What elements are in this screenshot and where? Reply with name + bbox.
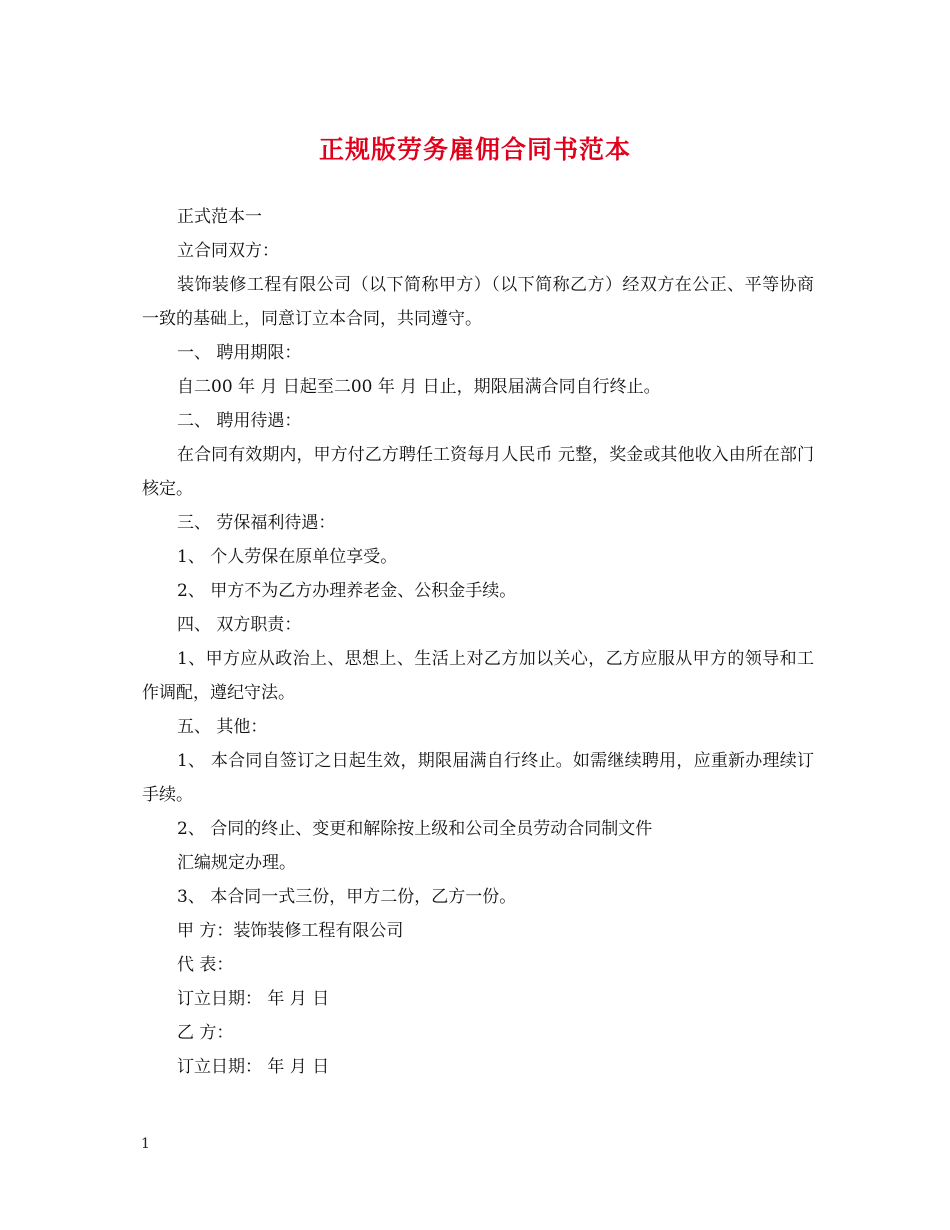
- paragraph-other-3: 3、 本合同一式三份，甲方二份，乙方一份。: [177, 887, 517, 907]
- document-title: 正规版劳务雇佣合同书范本: [318, 135, 631, 164]
- paragraph-other-2: 2、 合同的终止、变更和解除按上级和公司全员劳动合同制文件: [177, 819, 653, 839]
- section-heading-duties: 四、 双方职责：: [177, 615, 302, 635]
- paragraph-duties: 1、甲方应从政治上、思想上、生活上对乙方加以关心，乙方应服从甲方的领导和工作调配，遵纪守法。: [142, 649, 814, 703]
- paragraph-parties-heading: 立合同双方：: [177, 241, 279, 261]
- signature-representative: 代 表：: [177, 955, 234, 975]
- paragraph-other-2-continued: 汇编规定办理。: [177, 853, 296, 873]
- paragraph-benefit-2: 2、 甲方不为乙方办理养老金、公积金手续。: [177, 581, 517, 601]
- section-heading-salary: 二、 聘用待遇：: [177, 411, 302, 431]
- signature-date-b: 订立日期： 年 月 日: [177, 1057, 330, 1077]
- page-number: 1: [141, 1136, 150, 1152]
- paragraph-term: 自二00 年 月 日起至二00 年 月 日止，期限届满合同自行终止。: [177, 377, 661, 397]
- section-heading-term: 一、 聘用期限：: [177, 343, 302, 363]
- section-heading-other: 五、 其他：: [177, 717, 268, 737]
- paragraph-other-1: 1、 本合同自签订之日起生效，期限届满自行终止。如需继续聘用，应重新办理续订手续。: [142, 751, 814, 805]
- section-heading-benefits: 三、 劳保福利待遇：: [177, 513, 336, 533]
- paragraph-intro: 装饰装修工程有限公司（以下简称甲方）（以下简称乙方）经双方在公正、平等协商一致的基础上，同意订立本合同，共同遵守。: [142, 275, 814, 329]
- paragraph-salary: 在合同有效期内，甲方付乙方聘任工资每月人民币 元整，奖金或其他收入由所在部门核定。: [142, 445, 814, 499]
- signature-party-b: 乙 方：: [177, 1023, 234, 1043]
- document-body: [142, 200, 814, 1084]
- signature-date-a: 订立日期： 年 月 日: [177, 989, 330, 1009]
- signature-party-a: 甲 方：装饰装修工程有限公司: [177, 921, 404, 941]
- paragraph-sample-label: 正式范本一: [177, 207, 262, 227]
- paragraph-benefit-1: 1、 个人劳保在原单位享受。: [177, 547, 398, 567]
